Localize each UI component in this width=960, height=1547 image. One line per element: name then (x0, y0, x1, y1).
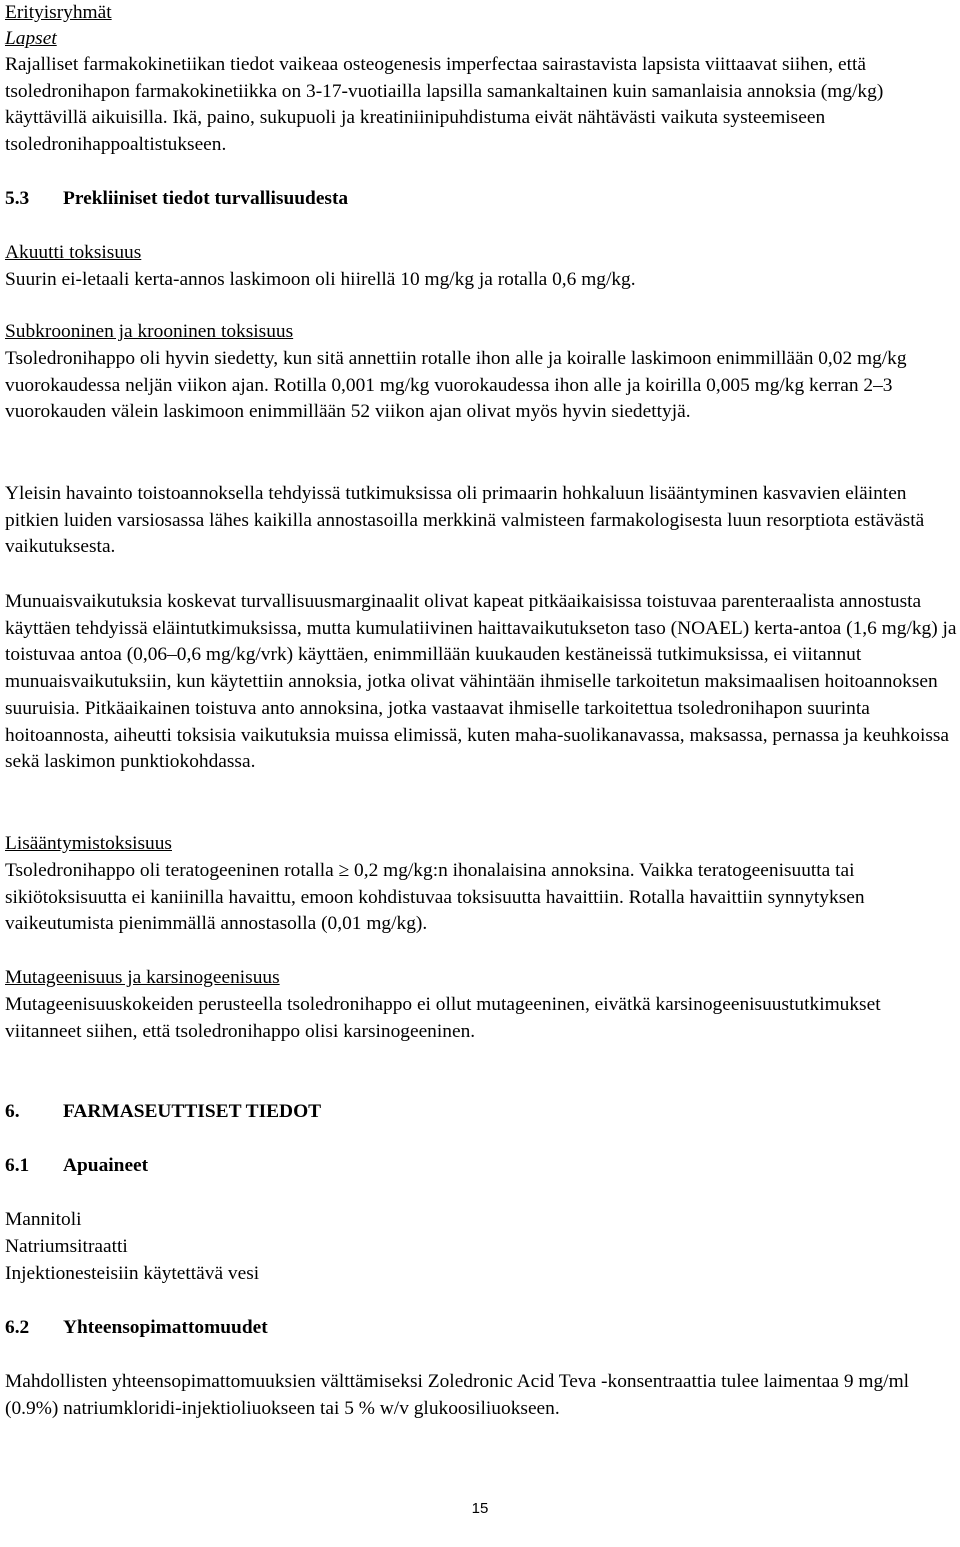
section-number: 6.1 (5, 1155, 30, 1176)
apuaine-item: Natriumsitraatti (5, 1236, 128, 1257)
yhteensopimattomuudet-paragraph: Mahdollisten yhteensopimattomuuksien välttämiseksi Zoledronic Acid Teva -konsentraattia tulee laimentaa 9 mg/ml (0.9%) natriumkloridi-injektioliuokseen tai 5 % w/v glukoosiliuokseen. (5, 1371, 910, 1419)
section-number: 6. (5, 1101, 20, 1122)
section-number: 6.2 (5, 1317, 30, 1338)
section-6-2-heading (5, 1315, 268, 1342)
lapset-paragraph: Rajalliset farmakokinetiikan tiedot vaikeaa osteogenesis imperfectaa sairastavista lapsista viittaavat siihen, että tsoledronihapon farmakokinetiikka on 3-17-vuotiailla lapsilla samankaltainen kuin samanlaisia annoksia (mg/kg) käyttävillä aikuisilla. Ikä, paino, sukupuoli ja kreatiniinipuhdistuma eivät nähtävästi vaikuta systeemiseen tsoledronihappoaltistukseen. (5, 54, 884, 156)
section-number: 5.3 (5, 188, 30, 209)
munuais-paragraph: Munuaisvaikutuksia koskevat turvallisuusmarginaalit olivat kapeat pitkäaikaisissa toistuvaa parenteraalista annostusta käyttäen tehdyissä eläintutkimuksissa, mutta kumulatiivinen haittavaikutukseton taso (NOAEL) kerta-antoa (1,6 mg/kg) ja toistuvaa antoa (0,06–0,6 mg/kg/vrk) käyttäen, enimmillään kuukauden kestäneissä tutkimuksissa, ei viitannut munuaisvaikutuksiin, kun käytettiin annoksia, jotka olivat vähintään ihmiselle tarkoitetun maksimaalisen hoitoannoksen suuruisia. Pitkäaikainen toistuva anto annoksina, jotka vastaavat ihmiselle tarkoitettua tsoledronihapon suurinta hoitoannosta, aiheutti toksisia vaikutuksia muissa elimissä, kuten maha-suolikanavassa, maksassa, pernassa ja keuhkoissa sekä laskimon punktiokohdassa. (5, 591, 957, 773)
apuaine-item: Injektionesteisiin käytettävä vesi (5, 1263, 260, 1284)
lapset-subheading: Lapset (5, 28, 57, 49)
lisaantymis-heading: Lisääntymistoksisuus (5, 833, 172, 854)
section-6-heading (5, 1099, 321, 1126)
section-title: Apuaineet (63, 1155, 149, 1176)
section-5-3-heading (5, 186, 348, 213)
mutageenisuus-heading: Mutageenisuus ja karsinogeenisuus (5, 967, 280, 988)
akuutti-heading: Akuutti toksisuus (5, 242, 142, 263)
section-title: Prekliiniset tiedot turvallisuudesta (63, 188, 349, 209)
yleisin-paragraph: Yleisin havainto toistoannoksella tehdyissä tutkimuksissa oli primaarin hohkaluun lisääntyminen kasvavien eläinten pitkien luiden varsiosassa lähes kaikilla annostasoilla merkkinä valmisteen farmakologisesta luun resorptiota estävästä vaikutuksesta. (5, 483, 925, 558)
section-6-1-heading (5, 1153, 148, 1180)
mutageenisuus-paragraph: Mutageenisuuskokeiden perusteella tsoledronihappo ei ollut mutageeninen, eivätkä karsinogeenisuustutkimukset viitanneet siihen, että tsoledronihappo olisi karsinogeeninen. (5, 994, 881, 1042)
akuutti-paragraph: Suurin ei-letaali kerta-annos laskimoon oli hiirellä 10 mg/kg ja rotalla 0,6 mg/kg. (5, 269, 636, 290)
section-title: Yhteensopimattomuudet (63, 1317, 268, 1338)
section-title: FARMASEUTTISET TIEDOT (63, 1101, 322, 1122)
subkrooninen-heading: Subkrooninen ja krooninen toksisuus (5, 321, 294, 342)
erityisryhmat-heading: Erityisryhmät (5, 2, 112, 23)
lisaantymis-paragraph: Tsoledronihappo oli teratogeeninen rotalla ≥ 0,2 mg/kg:n ihonalaisina annoksina. Vaikka teratogeenisuutta tai sikiötoksisuutta ei kaniinilla havaittu, emoon kohdistuvaa toksisuutta havaittiin. Rotalla havaittiin synnytyksen vaikeutumista pienimmällä annostasolla (0,01 mg/kg). (5, 860, 865, 935)
subkrooninen-paragraph: Tsoledronihappo oli hyvin siedetty, kun sitä annettiin rotalle ihon alle ja koiralle laskimoon enimmillään 0,02 mg/kg vuorokaudessa neljän viikon ajan. Rotilla 0,001 mg/kg vuorokaudessa ihon alle ja koirilla 0,005 mg/kg kerran 2–3 vuorokauden välein laskimoon enimmillään 52 viikon ajan olivat myös hyvin siedettyjä. (5, 348, 907, 423)
page-number: 15 (471, 1500, 489, 1517)
apuaine-item: Mannitoli (5, 1209, 82, 1230)
